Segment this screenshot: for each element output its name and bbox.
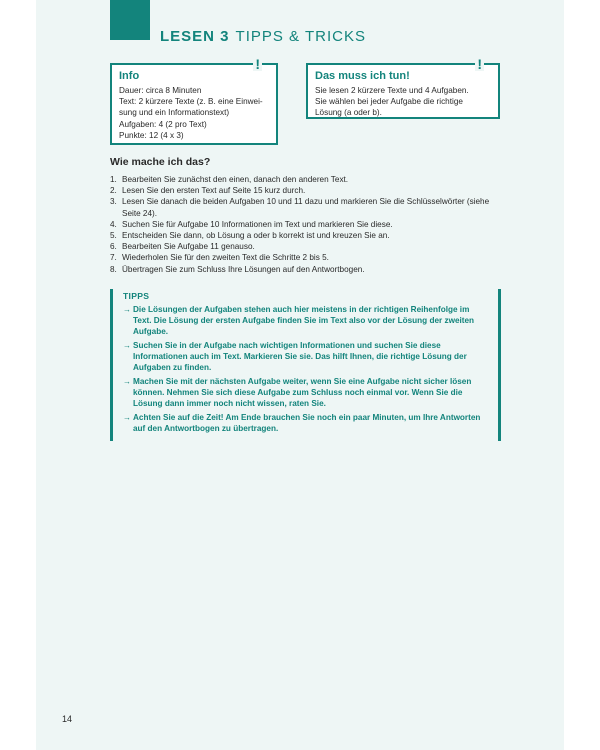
- info-line: Text: 2 kürzere Texte (z. B. eine Einwei-: [119, 97, 263, 107]
- step-text: Lesen Sie den ersten Text auf Seite 15 kurz durch.: [122, 186, 306, 196]
- step-text: Entscheiden Sie dann, ob Lösung a oder b korrekt ist und kreuzen Sie an.: [122, 231, 390, 241]
- step-text: Suchen Sie für Aufgabe 10 Informationen im Text und markieren Sie diese.: [122, 219, 393, 229]
- step-number: 5.: [110, 231, 117, 241]
- tips-title: TIPPS: [123, 291, 150, 301]
- list-item: [110, 264, 510, 275]
- step-text: Übertragen Sie zum Schluss Ihre Lösungen auf den Antwortbogen.: [122, 264, 365, 274]
- tip-text: Suchen Sie in der Aufgabe nach wichtigen Informationen und suchen Sie diese Informationen auch im Text. Markieren Sie sie. Das hilft Ihnen, die richtige Lösung der Aufgaben zu finden.: [133, 341, 467, 372]
- step-number: 4.: [110, 219, 117, 229]
- must-do-line: Lösung (a oder b).: [315, 108, 382, 118]
- info-box-title: Info: [119, 70, 140, 82]
- list-item: [110, 174, 510, 185]
- must-do-line: Sie wählen bei jeder Aufgabe die richtige: [315, 97, 463, 107]
- list-item: [110, 196, 510, 218]
- step-number: 8.: [110, 264, 117, 274]
- must-do-line: Sie lesen 2 kürzere Texte und 4 Aufgaben.: [315, 86, 469, 95]
- list-item: [110, 241, 510, 252]
- arrow-right-icon: →: [123, 341, 131, 350]
- tip-item: [123, 340, 490, 373]
- list-item: [110, 230, 510, 241]
- step-text: Wiederholen Sie für den zweiten Text die Schritte 2 bis 5.: [122, 253, 329, 263]
- step-number: 1.: [110, 175, 117, 184]
- info-line: Aufgaben: 4 (2 pro Text): [119, 119, 207, 129]
- tip-text: Machen Sie mit der nächsten Aufgabe weiter, wenn Sie eine Aufgabe nicht sicher lösen können. Nehmen Sie sich diese Aufgabe zum Schluss noch einmal vor. Wenn Sie die Lösung dann immer noch nicht wissen, raten Sie.: [133, 377, 472, 408]
- info-line: Dauer: circa 8 Minuten: [119, 86, 202, 95]
- list-item: [110, 185, 510, 196]
- info-line: sung und ein Informationstext): [119, 108, 230, 118]
- tip-text: Die Lösungen der Aufgaben stehen auch hier meistens in der richtigen Reihenfolge im Text. Die Lösung der ersten Aufgabe finden Sie im Text also vor der Lösung der zweiten Aufgabe.: [133, 305, 475, 336]
- step-number: 7.: [110, 253, 117, 263]
- step-text: Bearbeiten Sie zunächst den einen, danach den anderen Text.: [122, 175, 349, 184]
- arrow-right-icon: →: [123, 413, 131, 422]
- list-item: [110, 252, 510, 263]
- page-number: 14: [62, 714, 73, 724]
- header-color-block: [110, 0, 150, 40]
- topic-label: TIPPS & TRICKS: [235, 28, 366, 45]
- step-number: 3.: [110, 197, 117, 207]
- tip-item: [123, 412, 490, 434]
- must-do-box: [306, 56, 500, 119]
- arrow-right-icon: →: [123, 305, 131, 314]
- arrow-right-icon: →: [123, 377, 131, 386]
- step-text: Lesen Sie danach die beiden Aufgaben 10 und 11 dazu und markieren Sie die Schlüsselwörter (siehe Seite 24).: [122, 197, 490, 218]
- step-text: Bearbeiten Sie Aufgabe 11 genauso.: [122, 242, 255, 252]
- tip-item: [123, 304, 490, 337]
- exclamation-icon: !: [477, 56, 482, 72]
- steps-list: [110, 174, 510, 275]
- exclamation-icon: !: [255, 56, 260, 72]
- must-do-box-title: Das muss ich tun!: [315, 70, 410, 82]
- tips-box: [110, 289, 501, 441]
- lesson-label: LESEN 3: [160, 28, 230, 45]
- section-heading: Wie mache ich das?: [110, 156, 211, 168]
- tip-item: [123, 376, 490, 409]
- info-line: Punkte: 12 (4 x 3): [119, 130, 184, 140]
- step-number: 2.: [110, 186, 117, 196]
- tip-text: Achten Sie auf die Zeit! Am Ende brauchen Sie noch ein paar Minuten, um Ihre Antworten auf den Antwortbogen zu übertragen.: [133, 413, 481, 433]
- info-box: [110, 56, 278, 145]
- step-number: 6.: [110, 242, 117, 252]
- list-item: [110, 219, 510, 230]
- page-title: [160, 28, 366, 45]
